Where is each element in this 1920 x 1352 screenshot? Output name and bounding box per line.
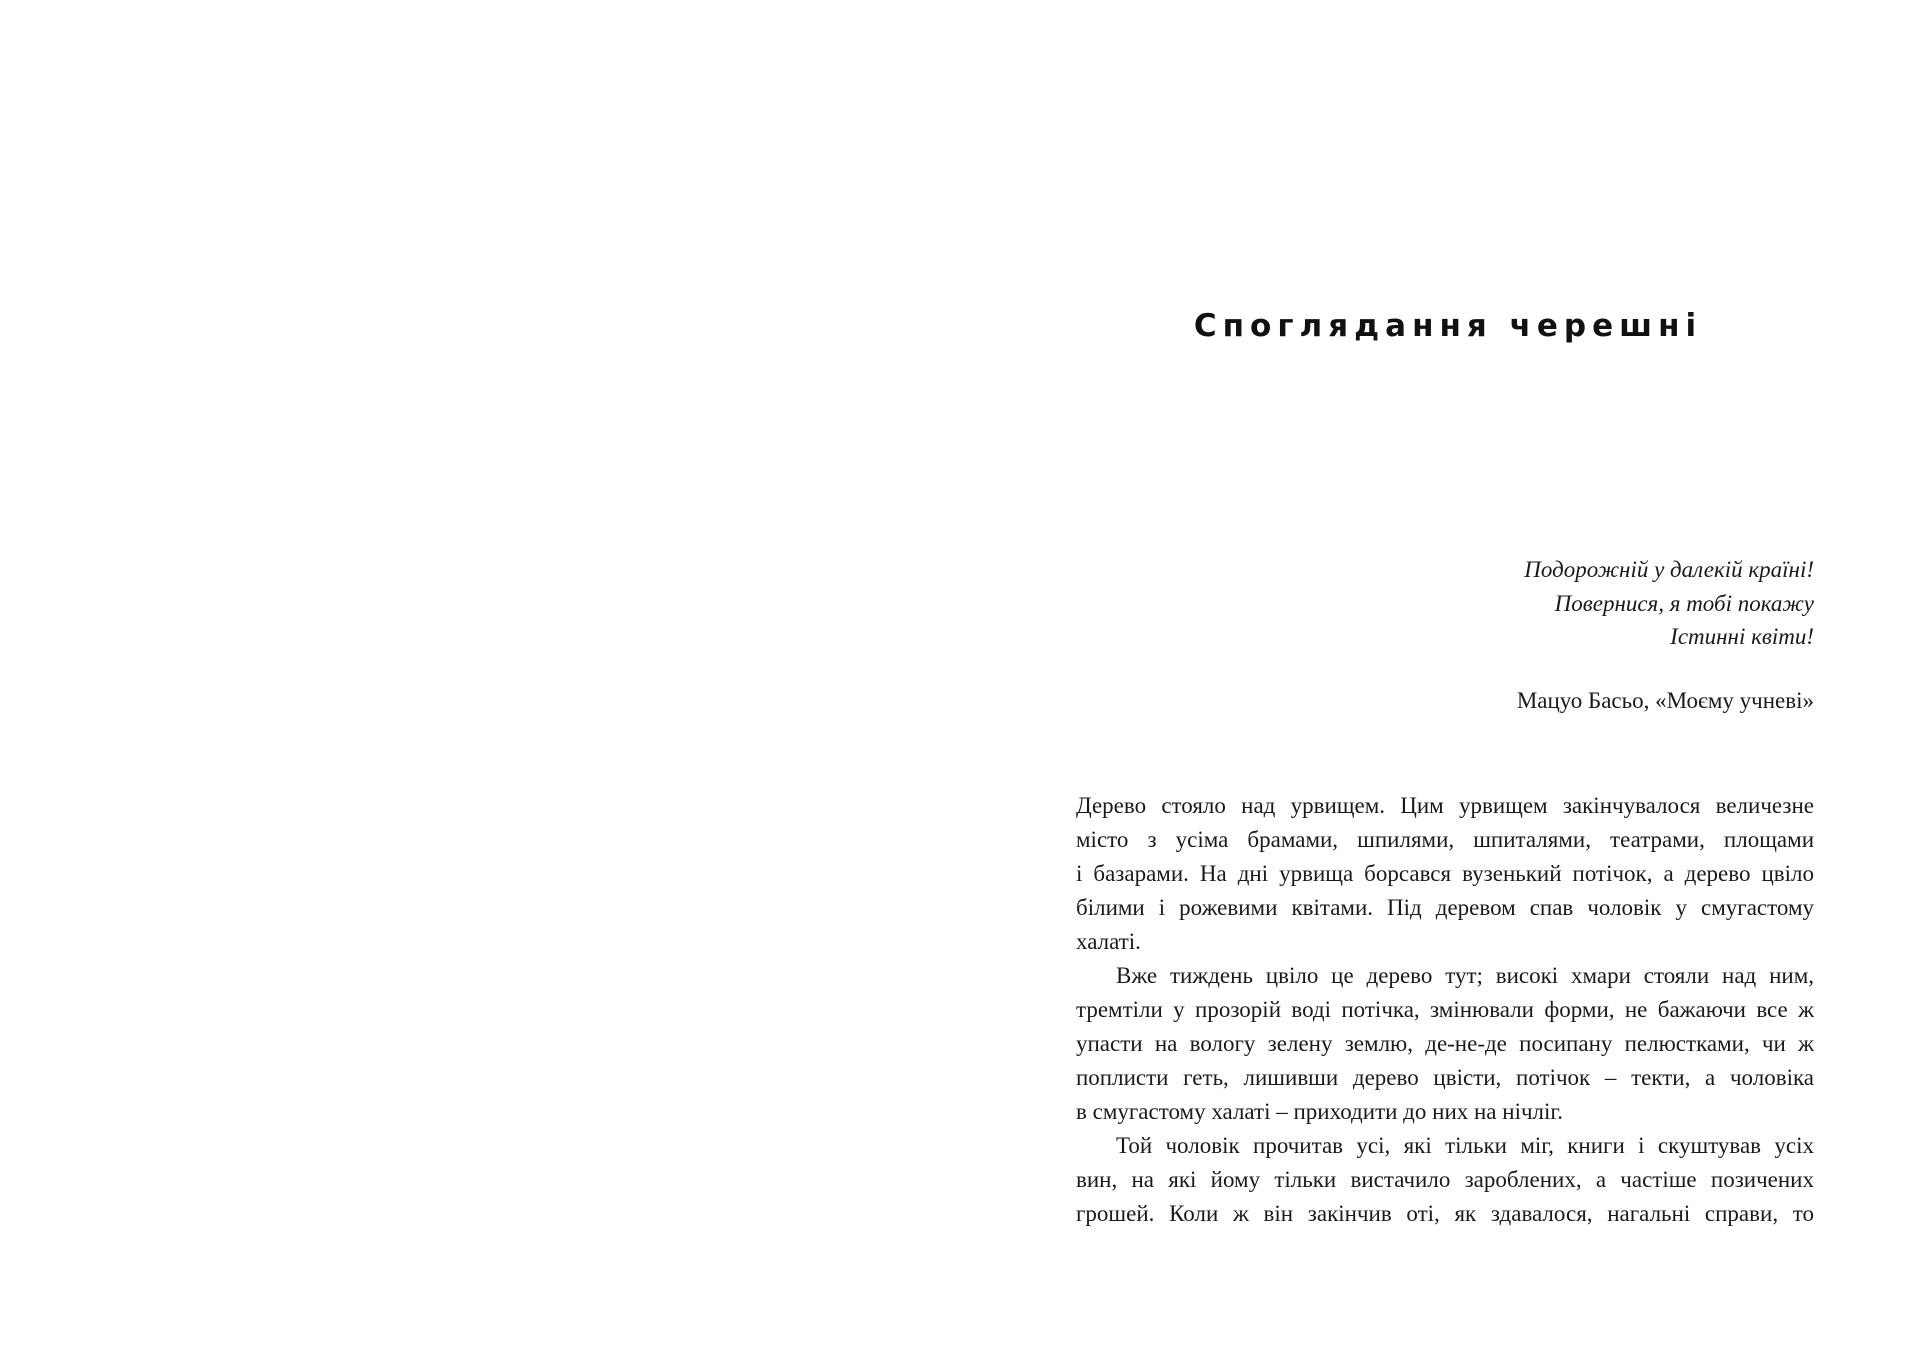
text-line: і базарами. На дні урвища борсався вузенький потічок, а дерево цвіло [1076, 861, 1814, 886]
epigraph-attribution: Мацуо Басьо, «Моєму учневі» [1516, 688, 1814, 713]
text-line: Вже тиждень цвіло це дерево тут; високі хмари стояли над ним, [1116, 963, 1814, 988]
chapter-title: Споглядання черешні [1193, 308, 1703, 344]
epigraph-line: Істинні квіти! [1670, 624, 1814, 649]
text-line: Той чоловік прочитав усі, які тільки міг, книги і скуштував усіх [1116, 1133, 1814, 1158]
text-line: Дерево стояло над урвищем. Цим урвищем закінчувалося величезне [1076, 793, 1814, 818]
text-line: тремтіли у прозорій воді потічка, змінювали форми, не бажаючи все ж [1076, 997, 1814, 1022]
text-line: халаті. [1076, 929, 1141, 954]
text-line: поплисти геть, лишивши дерево цвісти, потічок – текти, а чоловіка [1076, 1065, 1814, 1090]
text-line: упасти на вологу зелену землю, де-не-де посипану пелюстками, чи ж [1076, 1031, 1814, 1056]
body-text [1076, 789, 1814, 1231]
text-line: грошей. Коли ж він закінчив оті, як здавалося, нагальні справи, то [1076, 1201, 1814, 1226]
text-line: білими і рожевими квітами. Під деревом спав чоловік у смугастому [1076, 895, 1814, 920]
epigraph-line: Повернися, я тобі покажу [1554, 590, 1814, 616]
text-line: в смугастому халаті – приходити до них на нічліг. [1076, 1099, 1563, 1124]
text-line: вин, на які йому тільки вистачило зароблених, а частіше позичених [1076, 1167, 1814, 1192]
text-line: місто з усіма брамами, шпилями, шпиталями, театрами, площами [1076, 827, 1814, 852]
epigraph [1524, 553, 1814, 654]
epigraph-line: Подорожній у далекій країні! [1524, 557, 1814, 582]
